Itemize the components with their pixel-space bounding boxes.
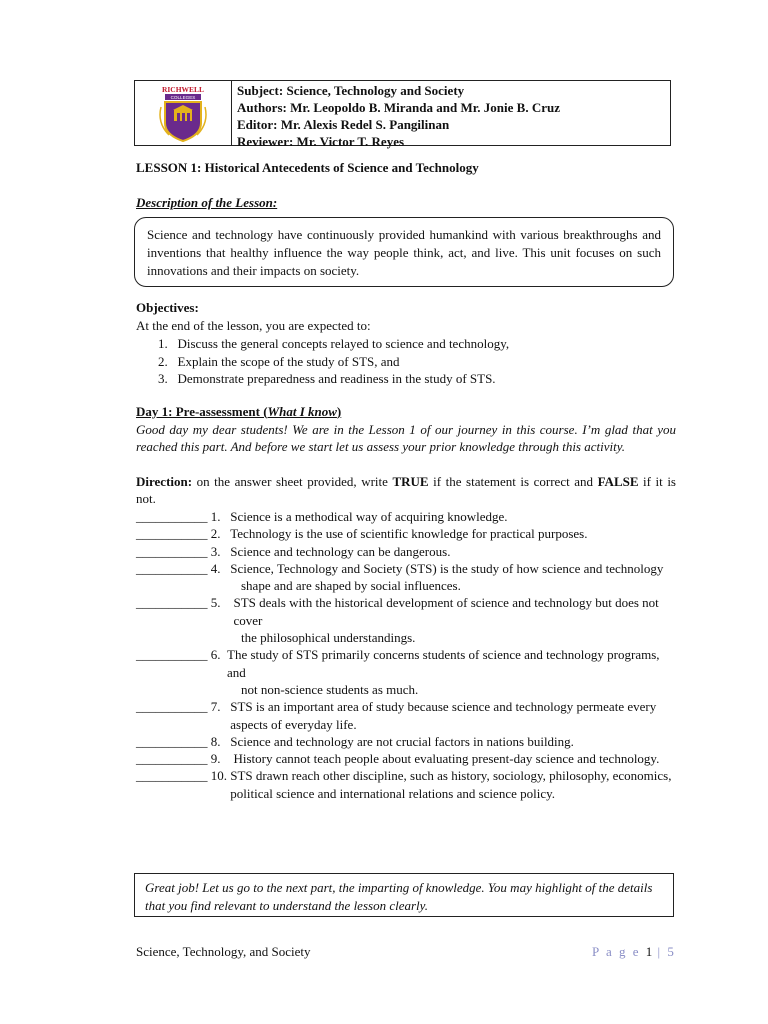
- question-item: [136, 646, 677, 681]
- lesson-title: LESSON 1: Historical Antecedents of Science and Technology: [136, 160, 479, 175]
- question-number: 5.: [210, 595, 234, 611]
- day1-heading: Day 1: Pre-assessment (What I know): [136, 404, 342, 419]
- answer-blank[interactable]: ___________: [136, 768, 211, 784]
- question-number: 10.: [210, 768, 231, 784]
- description-heading: Description of the Lesson:: [136, 195, 278, 210]
- objective-item: 2. Explain the scope of the study of STS, and: [158, 353, 400, 369]
- question-item: [136, 543, 677, 560]
- question-item: [136, 698, 677, 733]
- answer-blank[interactable]: ___________: [136, 560, 211, 576]
- answer-blank[interactable]: ___________: [136, 543, 211, 559]
- answer-blank[interactable]: ___________: [136, 733, 211, 749]
- description-box: [134, 217, 674, 287]
- question-text: STS deals with the historical development of science and technology but does not cover: [233, 595, 659, 628]
- objectives-intro: At the end of the lesson, you are expected to:: [136, 318, 371, 333]
- question-number: 1.: [210, 509, 231, 524]
- question-text: Science is a methodical way of acquiring knowledge.: [230, 509, 508, 524]
- answer-blank[interactable]: ___________: [136, 526, 211, 542]
- question-continuation: not non-science students as much.: [241, 681, 419, 697]
- logo-cell: [135, 81, 232, 145]
- day1-intro: Good day my dear students! We are in the Lesson 1 of our journey in this course. I’m glad that you reached this part. And before we start let us assess your prior knowledge through this activity.: [136, 422, 676, 455]
- question-text: Science and technology can be dangerous.: [230, 543, 451, 559]
- question-number: 7.: [210, 699, 231, 715]
- subject-line: Subject: Science, Technology and Society: [237, 83, 465, 98]
- question-item: [136, 508, 677, 525]
- answer-blank[interactable]: ___________: [136, 699, 211, 715]
- header-info: [237, 82, 560, 150]
- objective-item: 3. Demonstrate preparedness and readiness in the study of STS.: [158, 371, 496, 386]
- editor-line: Editor: Mr. Alexis Redel S. Pangilinan: [237, 117, 450, 132]
- question-text: STS drawn reach other discipline, such as history, sociology, philosophy, economics, political science and international relations and science policy.: [230, 768, 672, 801]
- question-item: [136, 750, 677, 767]
- question-item: [136, 560, 677, 577]
- svg-text:RICHWELL: RICHWELL: [161, 85, 205, 94]
- question-number: 4.: [210, 560, 231, 576]
- question-number: 9.: [210, 751, 234, 767]
- question-text: Science, Technology and Society (STS) is the study of how science and technology: [230, 560, 664, 576]
- question-item: [136, 733, 677, 750]
- question-number: 2.: [210, 526, 231, 542]
- great-job-text: Great job! Let us go to the next part, the imparting of knowledge. You may highlight of the details that you find relevant to understand the lesson clearly.: [145, 880, 653, 913]
- objectives-list: [158, 335, 509, 388]
- question-text: Science and technology are not crucial factors in nations building.: [230, 733, 574, 749]
- objective-item: 1. Discuss the general concepts relayed to science and technology,: [158, 336, 510, 351]
- great-job-box: [134, 873, 674, 917]
- question-number: 3.: [210, 543, 231, 559]
- question-text: History cannot teach people about evaluating present-day science and technology.: [233, 751, 660, 767]
- question-number: 8.: [210, 733, 231, 749]
- description-text: Science and technology have continuously provided humankind with various breakthroughs and inventions that healthy influence the way people think, act, and live. This unit focuses on such innovations and their impacts on society.: [147, 227, 661, 278]
- question-text: Technology is the use of scientific knowledge for practical purposes.: [230, 526, 588, 542]
- question-continuation: the philosophical understandings.: [241, 630, 416, 646]
- footer-page-number: P a g e 1 | 5: [592, 944, 676, 959]
- question-item: [136, 594, 677, 629]
- answer-blank[interactable]: ___________: [136, 647, 211, 663]
- svg-text:COLLEGES: COLLEGES: [170, 95, 196, 100]
- question-item: [136, 525, 677, 542]
- true-false-items: [136, 508, 677, 802]
- question-number: 6.: [210, 647, 227, 663]
- question-text: The study of STS primarily concerns students of science and technology programs, and: [227, 647, 660, 680]
- authors-line: Authors: Mr. Leopoldo B. Miranda and Mr. Jonie B. Cruz: [237, 100, 560, 115]
- question-continuation: shape and are shaped by social influences.: [241, 578, 461, 594]
- answer-blank[interactable]: ___________: [136, 751, 211, 767]
- question-text: STS is an important area of study because science and technology permeate every aspects of everyday life.: [230, 699, 657, 732]
- richwell-logo: [135, 81, 231, 145]
- header-table: [134, 80, 671, 149]
- answer-blank[interactable]: ___________: [136, 509, 211, 524]
- objectives-heading: Objectives:: [136, 300, 199, 315]
- answer-blank[interactable]: ___________: [136, 595, 211, 611]
- footer-course: Science, Technology, and Society: [136, 944, 311, 959]
- direction-text: Direction: on the answer sheet provided, write TRUE if the statement is correct and FALSE if it is not.: [136, 474, 676, 507]
- question-item: [136, 767, 677, 802]
- reviewer-line: Reviewer: Mr. Victor T. Reyes: [237, 134, 405, 149]
